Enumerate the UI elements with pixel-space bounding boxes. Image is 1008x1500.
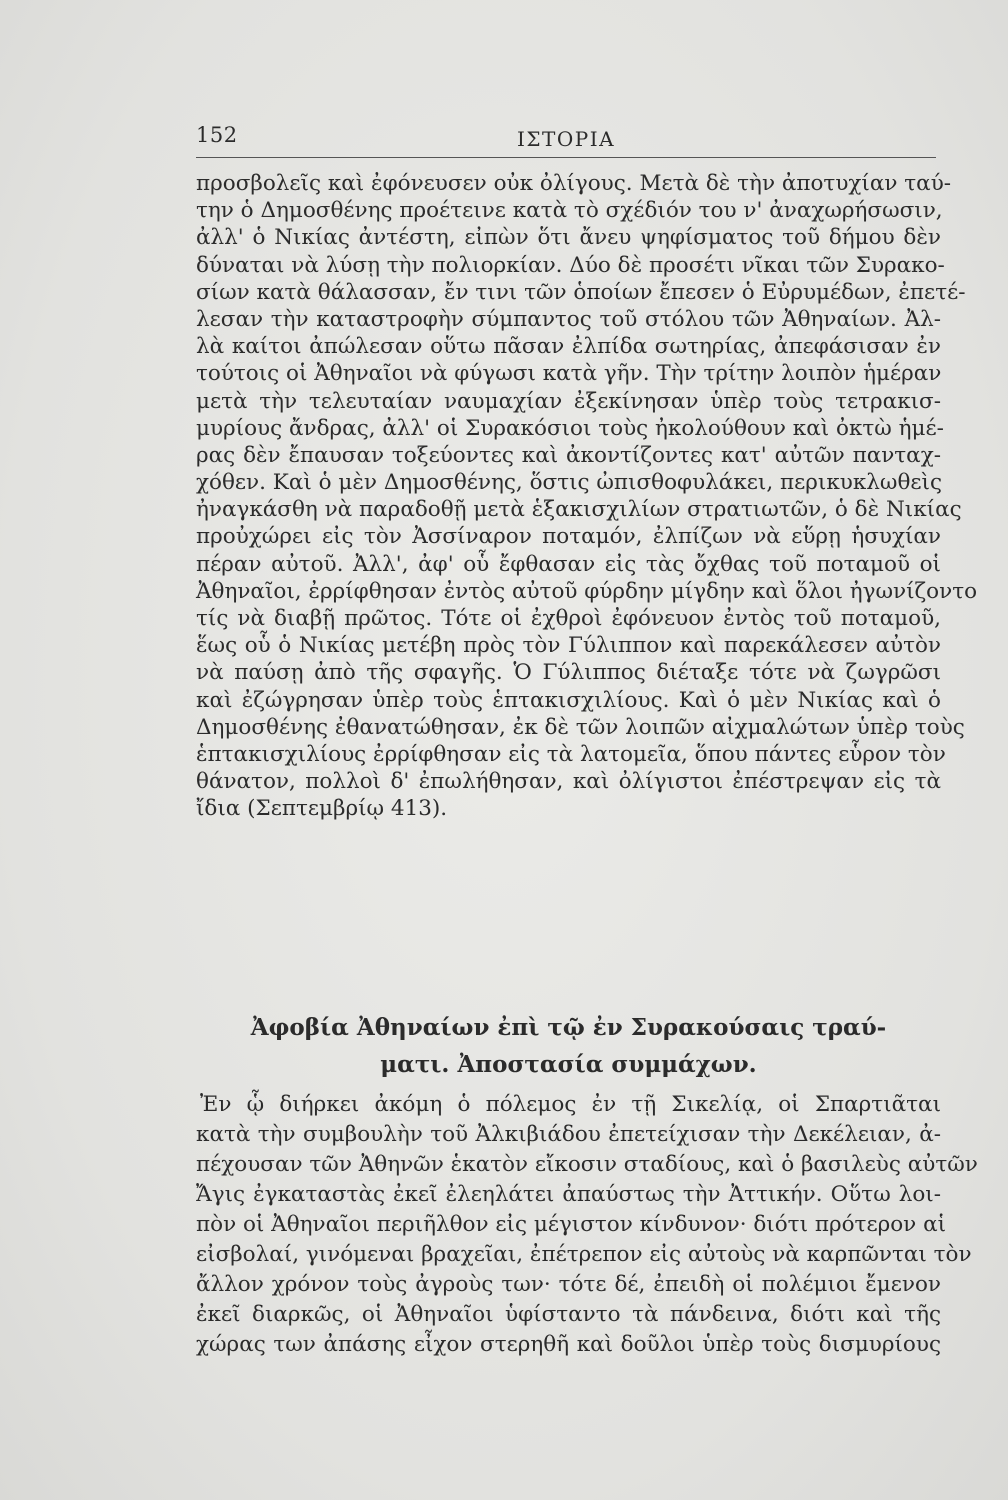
text-line: χόθεν. Καὶ ὁ μὲν Δημοσθένης, ὅστις ὠπισθοφυλάκει, περικυκλωθεὶς <box>196 470 942 496</box>
text-line: προσβολεῖς καὶ ἐφόνευσεν οὐκ ὀλίγους. Μετὰ δὲ τὴν ἀποτυχίαν ταύ- <box>196 171 952 196</box>
running-head: ΙΣΤΟΡΙΑ <box>516 127 616 151</box>
text-line: σίων κατὰ θάλασσαν, ἔν τινι τῶν ὁποίων ἔπεσεν ὁ Εὐρυμέδων, ἐπετέ- <box>196 279 966 305</box>
text-line: ἠναγκάσθη νὰ παραδοθῇ μετὰ ἑξακισχιλίων στρατιωτῶν, ὁ δὲ Νικίας <box>196 497 962 523</box>
text-line: εἰσβολαί, γινόμεναι βραχεῖαι, ἐπέτρεπον εἰς αὐτοὺς νὰ καρπῶνται τὸν <box>196 1242 972 1267</box>
page-number: 152 <box>196 123 238 147</box>
text-line: Ἄγις ἐγκαταστὰς ἐκεῖ ἐλεηλάτει ἀπαύστως τὴν Ἀττικήν. Οὕτω λοι- <box>196 1182 941 1207</box>
text-line: ἴδια (Σεπτεμβρίῳ 413). <box>196 796 448 822</box>
text-line: νὰ παύσῃ ἀπὸ τῆς σφαγῆς. Ὁ Γύλιππος διέταξε τότε νὰ ζωγρῶσι <box>196 660 941 686</box>
text-line: τίς νὰ διαβῇ πρῶτος. Τότε οἱ ἐχθροὶ ἐφόνευον ἐντὸς τοῦ ποταμοῦ, <box>196 606 941 631</box>
text-line: ἕως οὗ ὁ Νικίας μετέβη πρὸς τὸν Γύλιππον καὶ παρεκάλεσεν αὐτὸν <box>196 633 941 659</box>
text-line: Δημοσθένης ἐθανατώθησαν, ἐκ δὲ τῶν λοιπῶν αἰχμαλώτων ὑπὲρ τοὺς <box>196 714 965 740</box>
text-line: Ἐν ᾧ διήρκει ἀκόμη ὁ πόλεμος ἐν τῇ Σικελίᾳ, οἱ Σπαρτιᾶται <box>200 1092 941 1117</box>
text-line: λὰ καίτοι ἀπώλεσαν οὕτω πᾶσαν ἐλπίδα σωτηρίας, ἀπεφάσισαν ἐν <box>196 334 941 360</box>
text-line: θάνατον, πολλοὶ δ' ἐπωλήθησαν, καὶ ὀλίγιστοι ἐπέστρεψαν εἰς τὰ <box>196 769 941 795</box>
text-line: ἐκεῖ διαρκῶς, οἱ Ἀθηναῖοι ὑφίσταντο τὰ πάνδεινα, διότι καὶ τῆς <box>196 1302 941 1327</box>
text-line: πὸν οἱ Ἀθηναῖοι περιῆλθον εἰς μέγιστον κίνδυνον· διότι πρότερον αἱ <box>196 1212 947 1237</box>
text-line: ρας δὲν ἔπαυσαν τοξεύοντες καὶ ἀκοντίζοντες κατ' αὐτῶν πανταχ- <box>196 442 941 468</box>
text-line: την ὁ Δημοσθένης προέτεινε κατὰ τὸ σχέδιόν του ν' ἀναχωρήσωσιν, <box>196 198 943 224</box>
text-line: μετὰ τὴν τελευταίαν ναυμαχίαν ἐξεκίνησαν ὑπὲρ τοὺς τετρακισ- <box>196 388 941 414</box>
text-line: τούτοις οἱ Ἀθηναῖοι νὰ φύγωσι κατὰ γῆν. Τὴν τρίτην λοιπὸν ἡμέραν <box>196 361 942 387</box>
section-heading <box>196 1009 941 1083</box>
heading-line: Ἀφοβία Ἀθηναίων ἐπὶ τῷ ἐν Συρακούσαις τραύ- <box>250 1014 887 1041</box>
heading-line: ματι. Ἀποστασία συμμάχων. <box>380 1051 757 1078</box>
text-line: λεσαν τὴν καταστροφὴν σύμπαντος τοῦ στόλου τῶν Ἀθηναίων. Ἀλ- <box>196 306 941 332</box>
text-line: ἄλλον χρόνον τοὺς ἀγροὺς των· τότε δέ, ἐπειδὴ οἱ πολέμιοι ἔμενον <box>196 1272 941 1297</box>
text-line: προὐχώρει εἰς τὸν Ἀσσίναρον ποταμόν, ἐλπίζων νὰ εὕρῃ ἡσυχίαν <box>196 524 941 550</box>
paragraph-1 <box>196 170 978 823</box>
text-line: καὶ ἐζώγρησαν ὑπὲρ τοὺς ἑπτακισχιλίους. Καὶ ὁ μὲν Νικίας καὶ ὁ <box>196 687 941 713</box>
text-line: πέραν αὐτοῦ. Ἀλλ', ἀφ' οὗ ἔφθασαν εἰς τὰς ὄχθας τοῦ ποταμοῦ οἱ <box>196 551 941 577</box>
text-line: ἑπτακισχιλίους ἐρρίφθησαν εἰς τὰ λατομεῖα, ὅπου πάντες εὗρον τὸν <box>196 741 946 767</box>
text-line: μυρίους ἄνδρας, ἀλλ' οἱ Συρακόσιοι τοὺς ἠκολούθουν καὶ ὀκτὼ ἡμέ- <box>196 415 944 441</box>
text-line: Ἀθηναῖοι, ἐρρίφθησαν ἐντὸς αὐτοῦ φύρδην μίγδην καὶ ὅλοι ἠγωνίζοντο <box>196 578 978 604</box>
text-line: χώρας των ἀπάσης εἶχον στερηθῆ καὶ δοῦλοι ὑπὲρ τοὺς δισμυρίους <box>196 1332 941 1357</box>
text-line: πέχουσαν τῶν Ἀθηνῶν ἑκατὸν εἴκοσιν σταδίους, καὶ ὁ βασιλεὺς αὐτῶν <box>196 1152 978 1177</box>
paragraph-2 <box>196 1090 978 1360</box>
header-rule <box>196 157 936 158</box>
text-line: δύναται νὰ λύσῃ τὴν πολιορκίαν. Δύο δὲ προσέτι νῖκαι τῶν Συρακο- <box>196 252 945 278</box>
page-header <box>196 123 936 157</box>
text-line: ἀλλ' ὁ Νικίας ἀντέστη, εἰπὼν ὅτι ἄνευ ψηφίσματος τοῦ δήμου δὲν <box>196 225 941 251</box>
text-line: κατὰ τὴν συμβουλὴν τοῦ Ἀλκιβιάδου ἐπετείχισαν τὴν Δεκέλειαν, ἀ- <box>196 1122 941 1147</box>
